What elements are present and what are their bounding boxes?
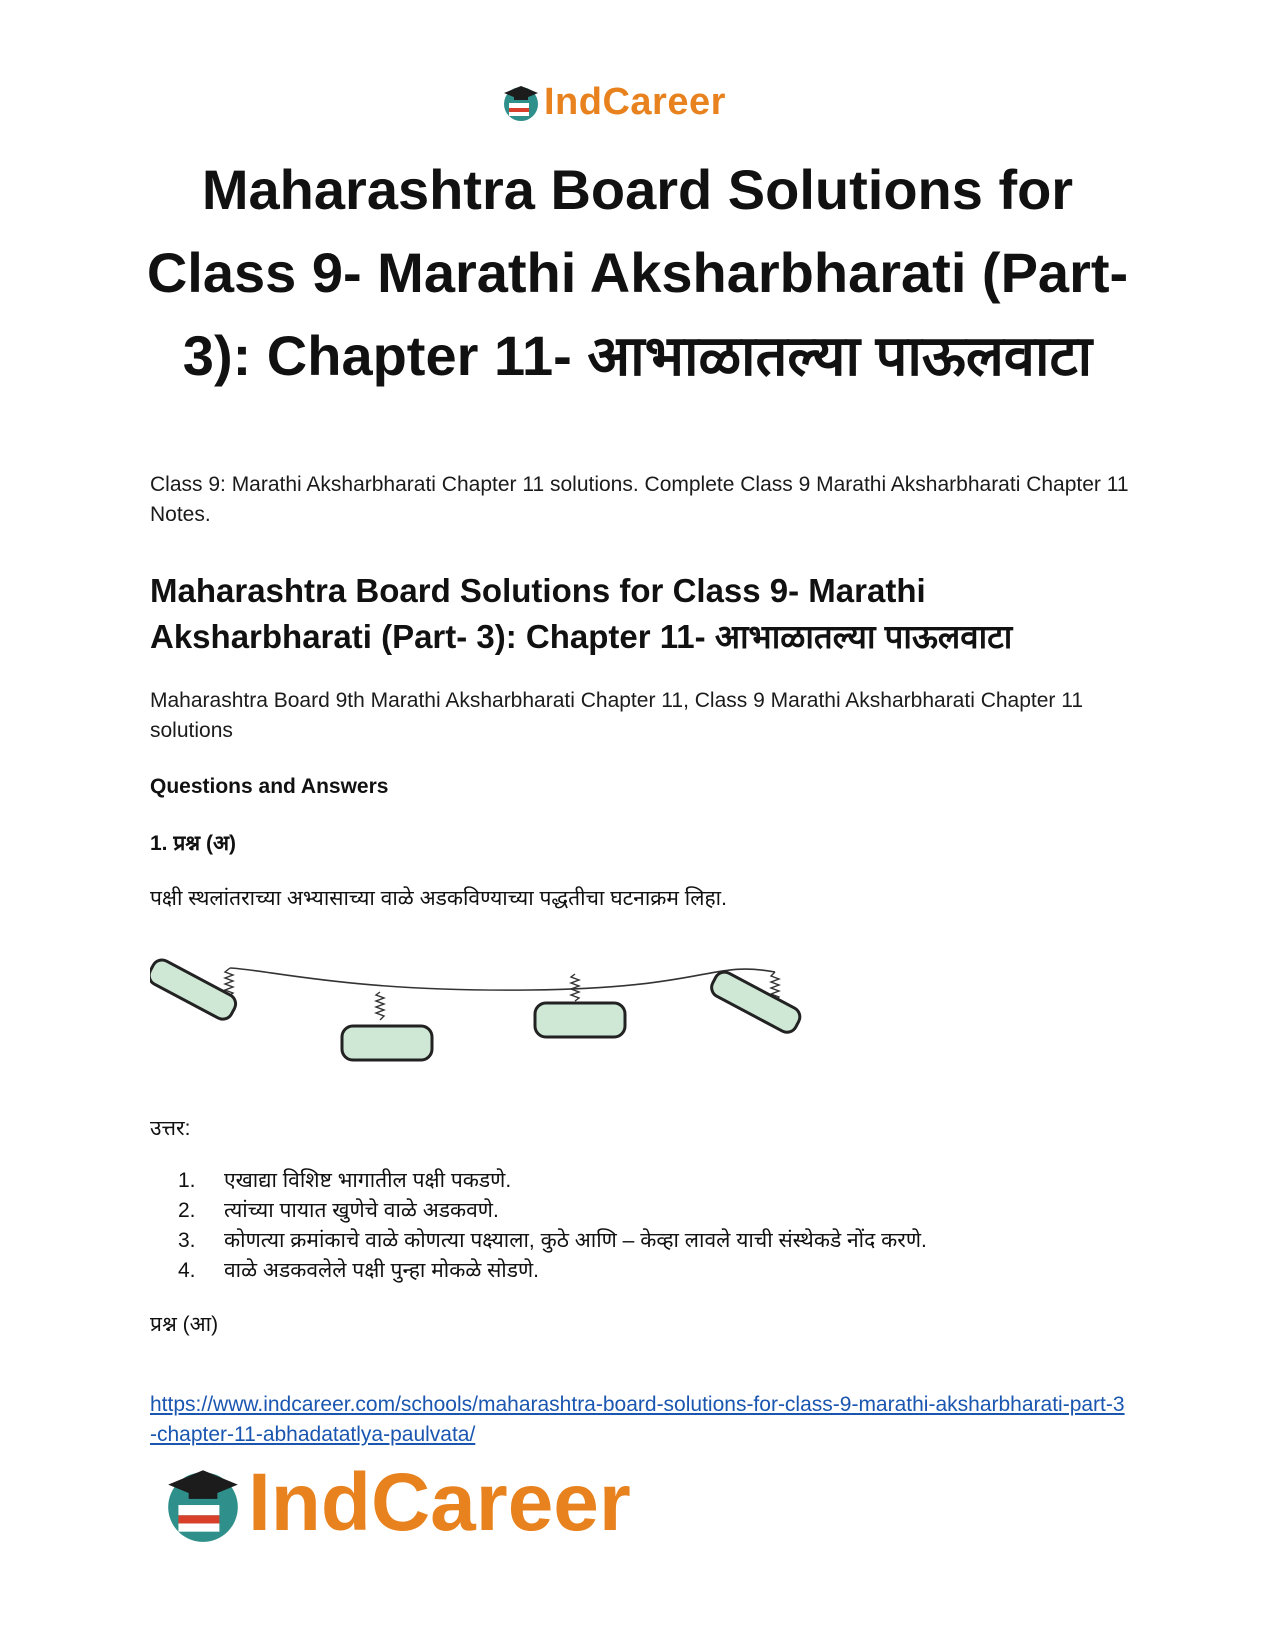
intro-paragraph: Class 9: Marathi Aksharbharati Chapter 11 solutions. Complete Class 9 Marathi Aksharbharati Chapter 11 Notes. [150,473,1129,526]
brand-name: IndCareer [544,81,726,123]
graduation-cap-logo-icon [160,1460,246,1546]
tag-box-2 [342,1026,432,1060]
question-1-text: पक्षी स्थलांतराच्या अभ्यासाच्या वाळे अडकविण्याच्या पद्धतीचा घटनाक्रम लिहा. [150,887,727,910]
answer-list [178,1166,927,1286]
footer-brand-name: IndCareer [248,1457,631,1548]
list-item: 1. एखाद्या विशिष्ट भागातील पक्षी पकडणे. [178,1169,512,1192]
footer-logo [160,1458,631,1548]
hanging-boxes-diagram [150,940,850,1075]
list-item: 4. वाळे अडकवलेले पक्षी पुन्हा मोकळे सोडणे. [178,1259,539,1282]
tag-box-4 [708,969,803,1036]
spring-3 [571,974,579,1001]
source-link[interactable]: https://www.indcareer.com/schools/maharashtra-board-solutions-for-class-9-marathi-aksharbharati-part-3-chapter-11-abhadatatlya-paulvata/ [150,1393,1125,1446]
page-title: Maharashtra Board Solutions for Class 9- Marathi Aksharbharati (Part-3): Chapter 11- आभाळातल्या पाऊलवाटा [146,158,1129,387]
list-item: 3. कोणत्या क्रमांकाचे वाळे कोणत्या पक्ष्याला, कुठे आणि – केव्हा लावले याची संस्थेकडे नोंद करणे. [178,1229,927,1252]
list-item: 2. त्यांच्या पायात खुणेचे वाळे अडकवणे. [178,1199,499,1222]
tag-box-3 [535,1003,625,1037]
section-paragraph: Maharashtra Board 9th Marathi Aksharbharati Chapter 11, Class 9 Marathi Aksharbharati Chapter 11 solutions [150,689,1084,742]
section-heading: Maharashtra Board Solutions for Class 9- Marathi Aksharbharati (Part- 3): Chapter 11- आभाळातल्या पाऊलवाटा [150,572,1013,655]
question-1-label: 1. प्रश्न (अ) [150,832,237,855]
header-logo [500,80,726,124]
spring-2 [376,992,384,1020]
question-2-label: प्रश्न (आ) [150,1313,219,1336]
answer-label: उत्तर: [150,1117,191,1140]
graduation-cap-logo-icon [500,81,542,123]
qa-heading: Questions and Answers [150,775,389,798]
